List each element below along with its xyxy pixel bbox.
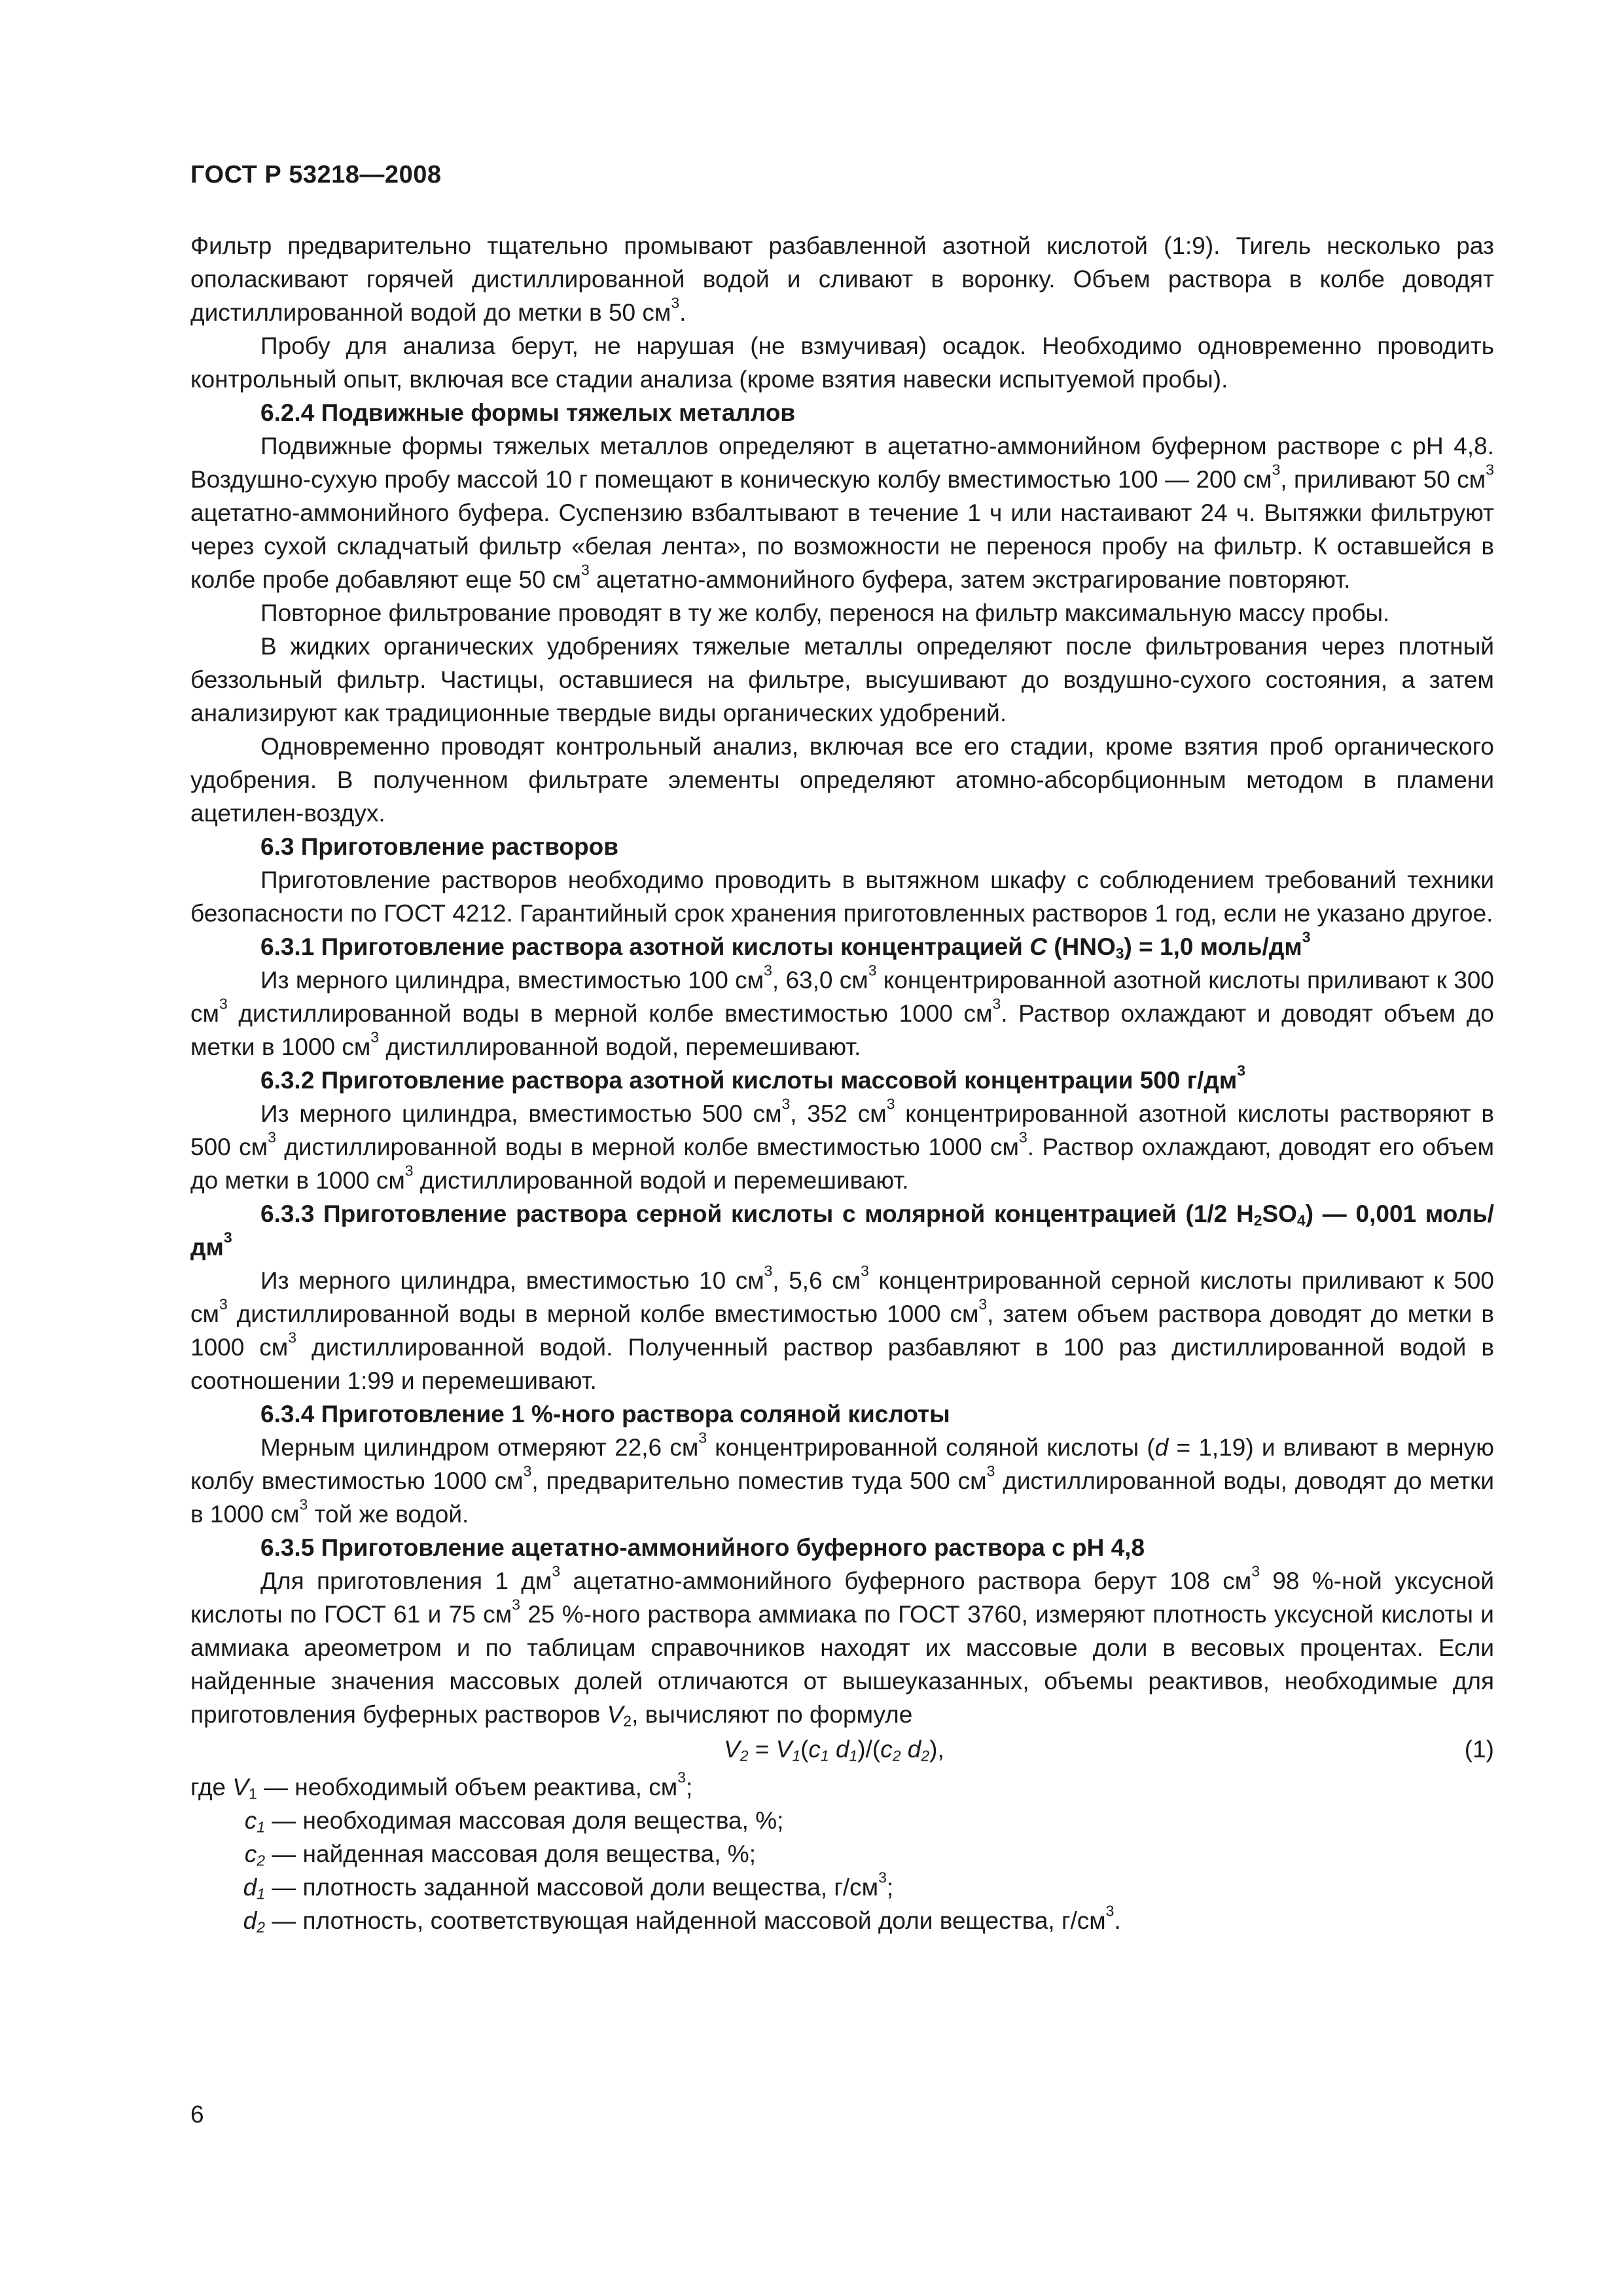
text: . Раствор охлаждают и доводят объем до метки в 1000 см: [190, 1000, 1494, 1060]
subscript: 2: [257, 1852, 265, 1869]
formula-row: [190, 1731, 1494, 1770]
superscript: 3: [1302, 928, 1311, 946]
subscript: 2: [921, 1747, 930, 1765]
text: ) — 0,001 моль/дм: [190, 1200, 1494, 1261]
text: дистиллированной водой. Полученный раствор разбавляют в 100 раз дистиллированной водой в соотношении 1:99 и перемешивают.: [190, 1334, 1494, 1394]
symbol: c: [880, 1736, 893, 1763]
text: Мерным цилиндром отмеряют 22,6 см: [260, 1434, 699, 1461]
paragraph: Приготовление растворов необходимо проводить в вытяжном шкафу с соблюдением требований техники безопасности по ГОСТ 4212. Гарантийный срок хранения приготовленных растворов 1 год, если не указано другое.: [190, 867, 1494, 927]
text: где: [190, 1774, 233, 1801]
text: дистиллированной водой и перемешивают.: [413, 1167, 909, 1194]
text: , предварительно поместив туда 500 см: [531, 1467, 987, 1494]
superscript: 3: [370, 1028, 380, 1046]
superscript: 3: [552, 1562, 561, 1580]
text: 6.3.1 Приготовление раствора азотной кислоты концентрацией: [260, 933, 1030, 960]
text: ),: [929, 1736, 944, 1763]
legend-item: [190, 1804, 1494, 1837]
superscript: 3: [978, 1295, 988, 1313]
superscript: 3: [671, 294, 680, 312]
section-heading-6-3-2: [190, 1064, 1494, 1097]
text: ацетатно-аммонийного буфера. Суспензию взбалтывают в течение 1 ч или настаивают 24 ч. Вытяжки фильтруют через сухой складчатый фильтр «белая лента», по возможности не перенося пробу на фильтр. К оставшейся в колбе пробе добавляют еще 50 см: [190, 499, 1494, 593]
paragraph: В жидких органических удобрениях тяжелые металлы определяют после фильтрования через плотный беззольный фильтр. Частицы, оставшиеся на фильтре, высушивают до воздушно-сухого состояния, а затем анализируют как традиционные твердые виды органических удобрений.: [190, 633, 1494, 726]
text: .: [679, 299, 687, 326]
symbol: d: [243, 1874, 257, 1901]
standard-header: ГОСТ Р 53218—2008: [190, 161, 442, 188]
superscript: 3: [986, 1462, 995, 1480]
text: — найденная массовая доля вещества, %;: [265, 1840, 756, 1867]
text: концентрированной соляной кислоты (: [707, 1434, 1155, 1461]
paragraph: Пробу для анализа берут, не нарушая (не взмучивая) осадок. Необходимо одновременно проводить контрольный опыт, включая все стадии анализа (кроме взятия навески испытуемой пробы).: [190, 332, 1494, 393]
text: дистиллированной водой, перемешивают.: [379, 1033, 861, 1060]
text: (HNO: [1046, 933, 1116, 960]
superscript: 3: [580, 561, 590, 579]
superscript: 3: [512, 1596, 520, 1613]
superscript: 3: [781, 1095, 791, 1113]
formula: [724, 1731, 944, 1768]
paragraph: [190, 963, 1494, 1064]
text: ацетатно-аммонийного буфера, затем экстрагирование повторяют.: [589, 566, 1351, 593]
text: . Раствор охлаждают, доводят его объем до метки в 1000 см: [190, 1134, 1495, 1194]
paragraph: [190, 429, 1494, 596]
text: дистиллированной воды в мерной колбе вместимостью 1000 см: [227, 1000, 993, 1027]
superscript: 3: [861, 1262, 869, 1280]
page-number: 6: [190, 2101, 204, 2128]
superscript: 3: [1251, 1562, 1260, 1580]
subscript: 1: [248, 1785, 257, 1803]
symbol: V: [232, 1774, 249, 1801]
text: (: [800, 1736, 809, 1763]
text: , вычисляют по формуле: [632, 1701, 913, 1728]
superscript: 3: [764, 961, 772, 979]
text: , затем объем раствора доводят до метки в 1000 см: [190, 1300, 1494, 1361]
subscript: 1: [792, 1747, 801, 1765]
text: ;: [886, 1874, 894, 1901]
superscript: 3: [219, 995, 228, 1013]
subscript: 1: [257, 1818, 265, 1836]
text: Из мерного цилиндра, вместимостью 10 см: [260, 1267, 764, 1294]
text: той же водой.: [308, 1501, 469, 1528]
text: — плотность заданной массовой доли вещества, г/см: [265, 1874, 879, 1901]
text: концентрированной азотной кислоты приливают к 300 см: [190, 967, 1494, 1027]
superscript: 3: [299, 1496, 308, 1513]
paragraph: [190, 1264, 1494, 1397]
superscript: 3: [1272, 461, 1281, 478]
text: , 63,0 см: [772, 967, 868, 994]
section-heading-6-3: 6.3 Приготовление растворов: [260, 833, 618, 860]
text: дистиллированной воды в мерной колбе вместимостью 1000 см: [227, 1300, 979, 1327]
section-heading-6-3-3: [190, 1197, 1494, 1264]
superscript: 3: [764, 1262, 773, 1280]
text: ацетатно-аммонийного буферного раствора берут 108 см: [560, 1568, 1252, 1594]
text: ) = 1,0 моль/дм: [1124, 933, 1302, 960]
equation-number: (1): [1464, 1736, 1494, 1763]
subscript: 2: [740, 1747, 749, 1765]
text: , 5,6 см: [772, 1267, 861, 1294]
paragraph: [190, 1431, 1494, 1531]
text: концентрированной азотной кислоты растворяют в 500 см: [190, 1100, 1494, 1160]
text: — необходимая массовая доля вещества, %;: [265, 1807, 784, 1834]
text: концентрированной серной кислоты приливают к 500 см: [190, 1267, 1494, 1327]
section-heading-6-2-4: 6.2.4 Подвижные формы тяжелых металлов: [260, 399, 796, 426]
text: ;: [685, 1774, 693, 1801]
symbol: C: [1029, 933, 1047, 960]
subscript: 2: [1253, 1211, 1262, 1229]
symbol: d: [243, 1907, 257, 1934]
superscript: 3: [878, 1869, 887, 1886]
superscript: 3: [288, 1329, 296, 1346]
symbol: d: [907, 1736, 921, 1763]
superscript: 3: [992, 995, 1001, 1013]
page-content: [190, 229, 1494, 1937]
superscript: 3: [1018, 1128, 1027, 1146]
section-heading-6-3-5: 6.3.5 Приготовление ацетатно-аммонийного буферного раствора с pH 4,8: [260, 1534, 1145, 1561]
text: Из мерного цилиндра, вместимостью 100 см: [260, 967, 764, 994]
subscript: 1: [820, 1747, 829, 1765]
paragraph: [190, 229, 1494, 329]
symbol: V: [607, 1701, 624, 1728]
paragraph: [190, 1564, 1494, 1731]
superscript: 3: [404, 1162, 414, 1179]
symbol: V: [776, 1736, 793, 1763]
text: Фильтр предварительно тщательно промывают разбавленной азотной кислотой (1:9). Тигель несколько раз ополаскивают горячей дистиллированной водой и сливают в воронку. Объем раствора в колбе доводят дистиллированной водой до метки в 50 см: [190, 232, 1494, 326]
text: Из мерного цилиндра, вместимостью 500 см: [260, 1100, 782, 1127]
subscript: 1: [849, 1747, 858, 1765]
text: Подвижные формы тяжелых металлов определяют в ацетатно-аммонийном буферном растворе с pH 4,8. Воздушно-сухую пробу массой 10 г помещают в коническую колбу вместимостью 100 — 200 см: [190, 433, 1494, 493]
subscript: 3: [1115, 944, 1124, 962]
text: 6.3.3 Приготовление раствора серной кислоты с молярной концентрацией (1/2 H: [260, 1200, 1254, 1227]
superscript: 3: [698, 1429, 707, 1446]
text: , приливают 50 см: [1280, 466, 1486, 493]
subscript: 1: [257, 1885, 265, 1903]
superscript: 3: [1237, 1062, 1246, 1079]
text: дистиллированной воды, доводят до метки в 1000 см: [190, 1467, 1494, 1528]
superscript: 3: [1486, 461, 1495, 478]
text: )/(: [857, 1736, 881, 1763]
symbol: c: [244, 1807, 257, 1834]
symbol: d: [835, 1736, 849, 1763]
superscript: 3: [223, 1229, 232, 1246]
section-heading-6-3-4: 6.3.4 Приготовление 1 %-ного раствора соляной кислоты: [260, 1401, 950, 1427]
legend-item: [190, 1770, 1494, 1804]
superscript: 3: [1105, 1902, 1115, 1920]
text: .: [1114, 1907, 1121, 1934]
subscript: 2: [892, 1747, 901, 1765]
text: — необходимый объем реактива, см: [257, 1774, 678, 1801]
text: 25 %-ного раствора аммиака по ГОСТ 3760, измеряют плотность уксусной кислоты и аммиака ареометром и по таблицам справочников находят их массовые доли в весовых процентах. Если найденные значения массовых долей отличаются от вышеуказанных, объемы реактивов, необходимые для приготовления буферных растворов: [190, 1601, 1494, 1728]
superscript: 3: [868, 961, 877, 979]
subscript: 2: [623, 1712, 632, 1730]
text: SO: [1262, 1200, 1297, 1227]
superscript: 3: [677, 1768, 686, 1786]
symbol: c: [244, 1840, 257, 1867]
paragraph: Повторное фильтрование проводят в ту же колбу, перенося на фильтр максимальную массу пробы.: [260, 600, 1390, 626]
paragraph: Одновременно проводят контрольный анализ, включая все его стадии, кроме взятия проб органического удобрения. В полученном фильтрате элементы определяют атомно-абсорбционным методом в пламени ацетилен-воздух.: [190, 733, 1494, 827]
text: — плотность, соответствующая найденной массовой доли вещества, г/см: [265, 1907, 1106, 1934]
superscript: 3: [886, 1095, 895, 1113]
symbol: d: [1154, 1434, 1169, 1461]
text: Для приготовления 1 дм: [260, 1568, 552, 1594]
text: 98 %-ной уксусной кислоты по ГОСТ 61 и 75 см: [190, 1568, 1494, 1628]
superscript: 3: [268, 1128, 276, 1146]
symbol: c: [808, 1736, 821, 1763]
legend-item: [190, 1837, 1494, 1871]
section-heading-6-3-1: [190, 930, 1494, 963]
text: дистиллированной воды в мерной колбе вместимостью 1000 см: [276, 1134, 1019, 1160]
superscript: 3: [219, 1295, 228, 1313]
paragraph: [190, 1097, 1494, 1197]
legend-item: [190, 1904, 1494, 1937]
subscript: 4: [1296, 1211, 1306, 1229]
text: =: [748, 1736, 776, 1763]
superscript: 3: [523, 1462, 532, 1480]
symbol: V: [724, 1736, 740, 1763]
text: , 352 см: [790, 1100, 887, 1127]
text: = 1,19) и вливают в мерную колбу вместимостью 1000 см: [190, 1434, 1494, 1494]
legend-item: [190, 1871, 1494, 1904]
text: 6.3.2 Приготовление раствора азотной кислоты массовой концентрации 500 г/дм: [260, 1067, 1238, 1094]
subscript: 2: [257, 1918, 265, 1936]
